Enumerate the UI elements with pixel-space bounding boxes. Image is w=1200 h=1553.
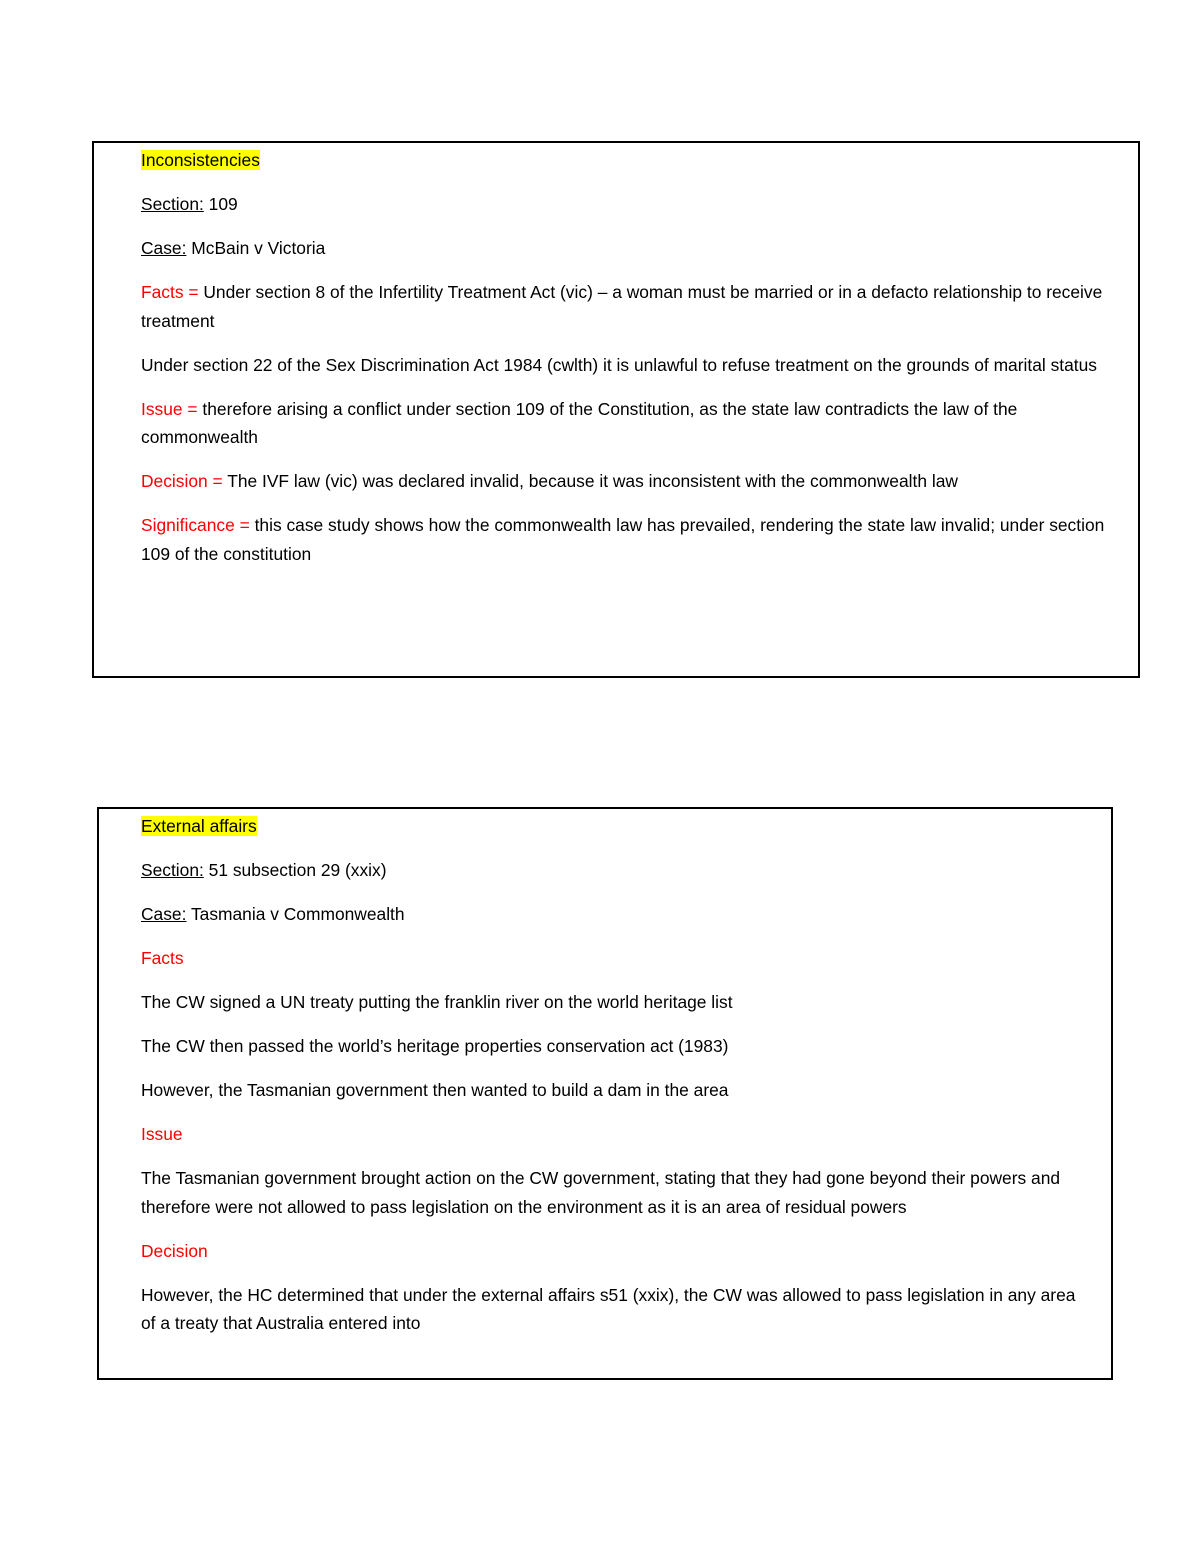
case-value: Tasmania v Commonwealth: [186, 904, 405, 924]
facts-label: Facts: [141, 948, 184, 968]
decision-label: Decision =: [141, 471, 228, 491]
decision-label: Decision: [141, 1240, 208, 1261]
facts-paragraph: [141, 278, 1116, 335]
facts-text-2: Under section 22 of the Sex Discrimination Act 1984 (cwlth) it is unlawful to refuse treatment on the grounds of marital status: [141, 354, 1097, 375]
facts-line: [141, 988, 1093, 1017]
facts-line: [141, 1076, 1093, 1105]
facts-line: [141, 1032, 1093, 1061]
significance-label: Significance =: [141, 515, 255, 535]
facts-label: Facts =: [141, 282, 204, 302]
case-value: McBain v Victoria: [186, 238, 326, 258]
significance-text: this case study shows how the commonwealth law has prevailed, rendering the state law invalid; under section 109 of the constitution: [141, 515, 1105, 564]
issue-text: therefore arising a conflict under section 109 of the Constitution, as the state law contradicts the law of the commonwealth: [141, 398, 1018, 447]
section-label: Section:: [141, 860, 204, 880]
facts-text: The CW signed a UN treaty putting the franklin river on the world heritage list: [141, 992, 733, 1012]
case-label: Case:: [141, 904, 187, 924]
section-line: [141, 190, 1116, 219]
issue-label: Issue: [141, 1124, 183, 1144]
external-affairs-case-box: [97, 807, 1113, 1380]
issue-heading: [141, 1120, 1093, 1149]
case-label: Case:: [141, 238, 187, 258]
issue-label: Issue =: [141, 398, 203, 419]
issue-text: The Tasmanian government brought action on the CW government, stating that they had gone beyond their powers and therefore were not allowed to pass legislation on the environment as it is an area of residual powers: [141, 1168, 1061, 1217]
section-line: [141, 856, 1093, 885]
facts-text: However, the Tasmanian government then wanted to build a dam in the area: [141, 1080, 729, 1100]
issue-paragraph: [141, 395, 1116, 452]
decision-text: The IVF law (vic) was declared invalid, because it was inconsistent with the commonwealth law: [227, 471, 958, 491]
box-title-line: [141, 812, 1093, 841]
case-line: [141, 900, 1093, 929]
facts-paragraph-2: [141, 351, 1116, 380]
decision-paragraph: [141, 1281, 1093, 1338]
section-value: 109: [203, 194, 238, 214]
case-line: [141, 234, 1116, 263]
issue-paragraph: [141, 1164, 1093, 1221]
facts-text: Under section 8 of the Infertility Treatment Act (vic) – a woman must be married or in a defacto relationship to receive treatment: [141, 282, 1103, 331]
topic-title: Inconsistencies: [141, 150, 260, 170]
facts-heading: [141, 944, 1093, 973]
facts-text: The CW then passed the world’s heritage properties conservation act (1983): [141, 1036, 729, 1056]
significance-paragraph: [141, 511, 1116, 568]
inconsistencies-case-box: [92, 141, 1140, 678]
section-value: 51 subsection 29 (xxix): [203, 860, 387, 880]
decision-heading: [141, 1237, 1093, 1266]
decision-text: However, the HC determined that under the external affairs s51 (xxix), the CW was allowed to pass legislation in any area of a treaty that Australia entered into: [141, 1284, 1076, 1333]
box-title-line: [141, 146, 1116, 175]
decision-paragraph: [141, 467, 1116, 496]
topic-title: External affairs: [141, 816, 257, 836]
section-label: Section:: [141, 194, 204, 214]
